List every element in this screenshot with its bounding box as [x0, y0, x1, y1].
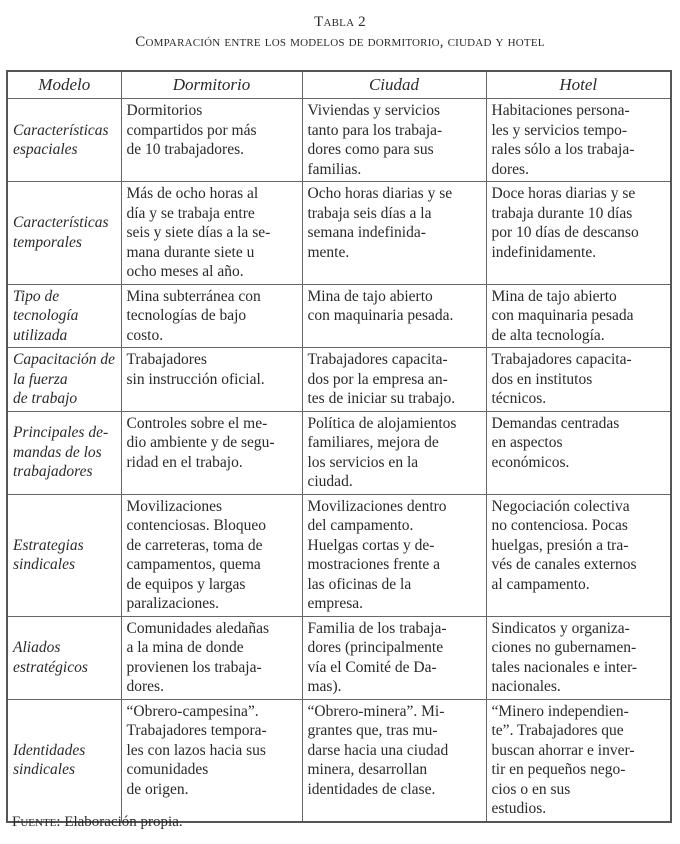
cell-hotel: “Minero independien- te”. Trabajadores que buscan ahorrar e inver- tir en pequeños nego- cios o en sus estudios. [486, 699, 671, 822]
cell-dormitorio: Más de ocho horas al día y se trabaja entre seis y siete días a la se- mana durante siete u ocho meses al año. [121, 182, 302, 285]
cell-ciudad: Mina de tajo abierto con maquinaria pesada. [302, 284, 486, 348]
table-caption: Comparación entre los modelos de dormitorio, ciudad y hotel [135, 34, 545, 50]
cell-dormitorio: Dormitorios compartidos por más de 10 trabajadores. [121, 99, 302, 182]
source-note [12, 814, 183, 831]
header-hotel: Hotel [486, 71, 671, 99]
header-modelo: Modelo [7, 71, 121, 99]
table-number: Tabla 2 [314, 14, 366, 30]
cell-hotel: Habitaciones persona- les y servicios tempo- rales sólo a los trabaja- dores. [486, 99, 671, 182]
cell-hotel: Demandas centradas en aspectos económicos. [486, 411, 671, 494]
comparison-table [6, 70, 672, 823]
source-text: Elaboración propia. [64, 814, 183, 830]
header-dormitorio: Dormitorio [121, 71, 302, 99]
cell-ciudad: Trabajadores capacita- dos por la empresa an- tes de iniciar su trabajo. [302, 348, 486, 412]
cell-hotel: Negociación colectiva no contenciosa. Pocas huelgas, presión a tra- vés de canales externos al campamento. [486, 494, 671, 616]
row-label: Características espaciales [7, 99, 121, 182]
table-row [7, 699, 671, 822]
row-label: Tipo de tecnología utilizada [7, 284, 121, 348]
cell-dormitorio: Trabajadores sin instrucción oficial. [121, 348, 302, 412]
cell-ciudad: Movilizaciones dentro del campamento. Huelgas cortas y de- mostraciones frente a las oficinas de la empresa. [302, 494, 486, 616]
table-row [7, 284, 671, 348]
cell-dormitorio: Comunidades aledañas a la mina de donde provienen los trabaja- dores. [121, 616, 302, 699]
cell-dormitorio: Mina subterránea con tecnologías de bajo costo. [121, 284, 302, 348]
table-row [7, 411, 671, 494]
header-row [7, 71, 671, 99]
row-label: Estrategias sindicales [7, 494, 121, 616]
table-row [7, 616, 671, 699]
cell-dormitorio: Movilizaciones contenciosas. Bloqueo de carreteras, toma de campamentos, quema de equipos y largas paralizaciones. [121, 494, 302, 616]
cell-ciudad: Política de alojamientos familiares, mejora de los servicios en la ciudad. [302, 411, 486, 494]
source-label: Fuente: [12, 814, 61, 830]
header-ciudad: Ciudad [302, 71, 486, 99]
cell-hotel: Doce horas diarias y se trabaja durante 10 días por 10 días de descanso indefinidamente. [486, 182, 671, 285]
table-row [7, 494, 671, 616]
row-label: Capacitación de la fuerza de trabajo [7, 348, 121, 412]
table-row [7, 348, 671, 412]
row-label: Aliados estratégicos [7, 616, 121, 699]
cell-ciudad: Viviendas y servicios tanto para los trabaja- dores como para sus familias. [302, 99, 486, 182]
cell-dormitorio: Controles sobre el me- dio ambiente y de segu- ridad en el trabajo. [121, 411, 302, 494]
cell-ciudad: Ocho horas diarias y se trabaja seis días a la semana indefinida- mente. [302, 182, 486, 285]
cell-ciudad: “Obrero-minera”. Mi- grantes que, tras mu- darse hacia una ciudad minera, desarrollan identidades de clase. [302, 699, 486, 822]
cell-hotel: Trabajadores capacita- dos en institutos técnicos. [486, 348, 671, 412]
row-label: Características temporales [7, 182, 121, 285]
cell-dormitorio: “Obrero-campesina”. Trabajadores tempora- les con lazos hacia sus comunidades de origen. [121, 699, 302, 822]
table-row [7, 182, 671, 285]
row-label: Principales de- mandas de los trabajadores [7, 411, 121, 494]
table-row [7, 99, 671, 182]
cell-ciudad: Familia de los trabaja- dores (principalmente vía el Comité de Da- mas). [302, 616, 486, 699]
row-label: Identidades sindicales [7, 699, 121, 822]
cell-hotel: Mina de tajo abierto con maquinaria pesada de alta tecnología. [486, 284, 671, 348]
cell-hotel: Sindicatos y organiza- ciones no gubernamen- tales nacionales e inter- nacionales. [486, 616, 671, 699]
